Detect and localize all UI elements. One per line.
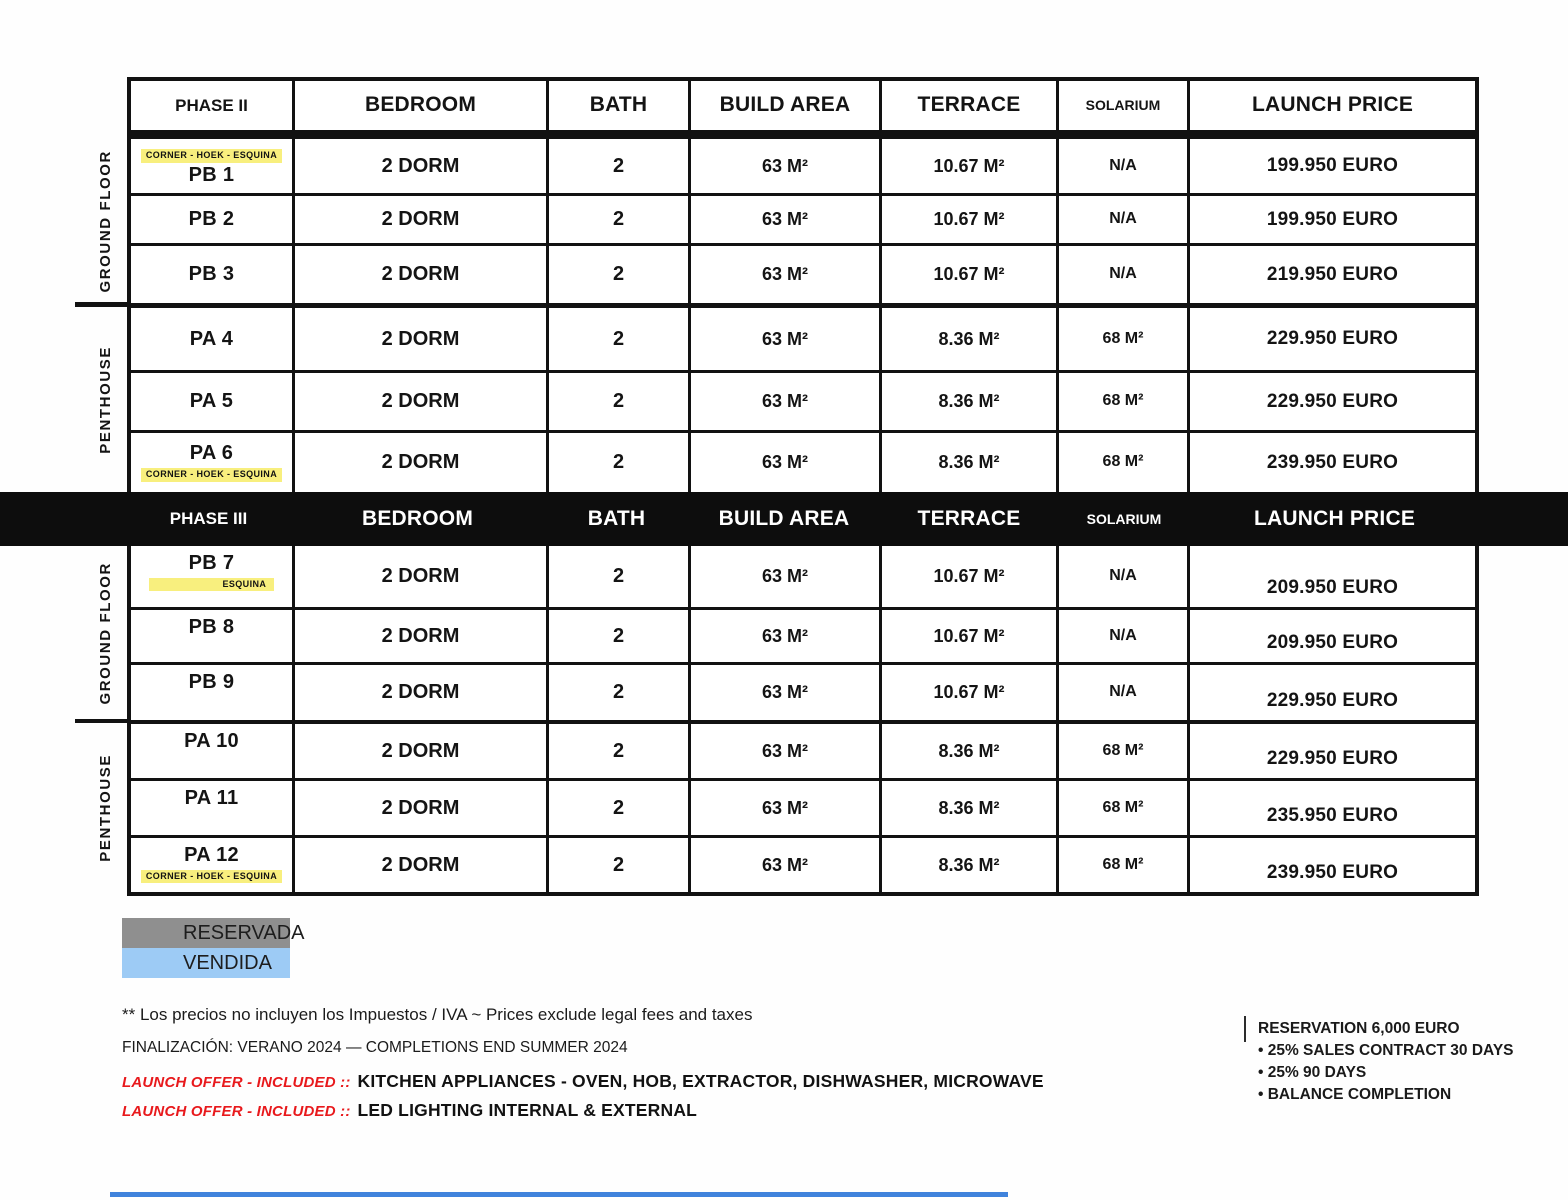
phase3-header-row [127, 492, 1479, 546]
build-value: 63 M² [688, 781, 879, 835]
terrace-value: 10.67 M² [879, 546, 1056, 607]
phase2-header-price: LAUNCH PRICE [1187, 81, 1475, 130]
bottom-blue-line [110, 1192, 1008, 1197]
solarium-value: N/A [1056, 546, 1187, 607]
corner-tag: CORNER - HOEK - ESQUINA [141, 468, 282, 481]
solarium-value: 68 M² [1056, 838, 1187, 892]
bedroom-value: 2 DORM [292, 373, 546, 430]
terrace-value: 10.67 M² [879, 610, 1056, 662]
unit-label: PB 3 [188, 263, 235, 285]
solarium-value: 68 M² [1056, 724, 1187, 778]
terrace-value: 10.67 M² [879, 196, 1056, 243]
bedroom-value: 2 DORM [292, 724, 546, 778]
price-value: 235.950 EURO [1187, 781, 1475, 835]
bath-value: 2 [546, 139, 688, 193]
solarium-value: 68 M² [1056, 373, 1187, 430]
table-row-pa10 [131, 724, 1475, 778]
terrace-value: 8.36 M² [879, 433, 1056, 492]
bath-value: 2 [546, 196, 688, 243]
bedroom-value: 2 DORM [292, 546, 546, 607]
solarium-value: 68 M² [1056, 433, 1187, 492]
floor-label-ground-phase2: GROUND FLOOR [96, 149, 114, 293]
table-row-pa11 [131, 778, 1475, 835]
payment-line-balance: • BALANCE COMPLETION [1258, 1086, 1452, 1103]
build-value: 63 M² [688, 665, 879, 720]
unit-label: PA 11 [184, 787, 239, 809]
corner-tag: ESQUINA [149, 578, 275, 591]
phase2-table [127, 77, 1479, 492]
bedroom-value: 2 DORM [292, 838, 546, 892]
solarium-value: 68 M² [1056, 781, 1187, 835]
bedroom-value: 2 DORM [292, 196, 546, 243]
table-row-pb7 [131, 546, 1475, 607]
bedroom-value: 2 DORM [292, 665, 546, 720]
table-row-pb9 [131, 662, 1475, 720]
table-row-pa5 [131, 370, 1475, 430]
table-row-pa4 [131, 308, 1475, 370]
phase3-table [127, 546, 1479, 896]
corner-tag: CORNER - HOEK - ESQUINA [141, 870, 282, 883]
build-value: 63 M² [688, 373, 879, 430]
launch-offer-text: KITCHEN APPLIANCES - OVEN, HOB, EXTRACTOR, DISHWASHER, MICROWAVE [357, 1071, 1044, 1091]
launch-offer-prefix: LAUNCH OFFER - INCLUDED :: [122, 1103, 351, 1120]
price-value: 209.950 EURO [1187, 546, 1475, 607]
tax-disclaimer: ** Los precios no incluyen los Impuestos / IVA ~ Prices exclude legal fees and taxes [122, 1005, 753, 1024]
floor-label-penthouse-phase2: PENTHOUSE [96, 346, 114, 454]
bath-value: 2 [546, 308, 688, 370]
bath-value: 2 [546, 724, 688, 778]
build-value: 63 M² [688, 139, 879, 193]
bath-value: 2 [546, 246, 688, 303]
price-value: 199.950 EURO [1187, 196, 1475, 243]
terrace-value: 8.36 M² [879, 781, 1056, 835]
build-value: 63 M² [688, 433, 879, 492]
phase3-header-phase: PHASE III [169, 509, 248, 529]
launch-offer-lighting [122, 1100, 697, 1121]
bedroom-value: 2 DORM [292, 433, 546, 492]
price-value: 229.950 EURO [1187, 724, 1475, 778]
bath-value: 2 [546, 665, 688, 720]
launch-offer-prefix: LAUNCH OFFER - INCLUDED :: [122, 1074, 351, 1091]
price-value: 239.950 EURO [1187, 838, 1475, 892]
floor-divider-tick [75, 302, 128, 307]
phase3-header-terrace: TERRACE [917, 506, 1021, 530]
unit-label: PA 12 [184, 844, 239, 866]
build-value: 63 M² [688, 610, 879, 662]
solarium-value: N/A [1056, 196, 1187, 243]
unit-label: PA 4 [189, 327, 234, 350]
terrace-value: 8.36 M² [879, 373, 1056, 430]
table-row-pb2 [131, 193, 1475, 243]
phase2-header-row [131, 81, 1475, 130]
table-row-pb1 [131, 139, 1475, 193]
price-value: 209.950 EURO [1187, 610, 1475, 662]
unit-label: PB 7 [188, 552, 235, 574]
build-value: 63 M² [688, 546, 879, 607]
solarium-value: N/A [1056, 246, 1187, 303]
bath-value: 2 [546, 781, 688, 835]
header-divider-bar [131, 130, 1475, 139]
table-row-pb3 [131, 243, 1475, 303]
phase2-header-bedroom: BEDROOM [292, 81, 546, 130]
price-value: 239.950 EURO [1187, 433, 1475, 492]
price-value: 199.950 EURO [1187, 139, 1475, 193]
phase2-header-bath: BATH [546, 81, 688, 130]
bedroom-value: 2 DORM [292, 610, 546, 662]
phase3-header-solarium: SOLARIUM [1086, 510, 1162, 527]
table-row-pa6 [131, 430, 1475, 492]
build-value: 63 M² [688, 246, 879, 303]
bath-value: 2 [546, 433, 688, 492]
table-row-pa12 [131, 835, 1475, 892]
sold-legend-label: VENDIDA [183, 951, 272, 974]
phase3-header-band [0, 492, 1568, 546]
floor-label-ground-phase3: GROUND FLOOR [96, 561, 114, 705]
table-row-pb8 [131, 607, 1475, 662]
terrace-value: 8.36 M² [879, 838, 1056, 892]
floor-label-penthouse-phase3: PENTHOUSE [96, 754, 114, 862]
price-value: 229.950 EURO [1187, 373, 1475, 430]
phase2-header-terrace: TERRACE [879, 81, 1056, 130]
bedroom-value: 2 DORM [292, 781, 546, 835]
solarium-value: 68 M² [1056, 308, 1187, 370]
payment-block-edge-mark [1244, 1016, 1246, 1042]
bath-value: 2 [546, 546, 688, 607]
reserved-legend-label: RESERVADA [183, 921, 305, 944]
bath-value: 2 [546, 838, 688, 892]
phase3-header-build: BUILD AREA [718, 506, 850, 530]
unit-label: PA 10 [184, 730, 239, 752]
build-value: 63 M² [688, 196, 879, 243]
unit-label: PB 1 [188, 163, 235, 186]
bedroom-value: 2 DORM [292, 246, 546, 303]
phase2-header-phase: PHASE II [175, 95, 248, 115]
price-value: 219.950 EURO [1187, 246, 1475, 303]
payment-line-reservation: RESERVATION 6,000 EURO [1258, 1020, 1460, 1037]
completion-note: FINALIZACIÓN: VERANO 2024 — COMPLETIONS END SUMMER 2024 [122, 1039, 628, 1056]
unit-label: PA 6 [189, 442, 234, 465]
phase3-header-bedroom: BEDROOM [361, 506, 474, 530]
corner-tag: CORNER - HOEK - ESQUINA [141, 149, 282, 162]
phase2-header-solarium: SOLARIUM [1056, 81, 1187, 130]
terrace-value: 8.36 M² [879, 308, 1056, 370]
price-value: 229.950 EURO [1187, 665, 1475, 720]
unit-label: PB 9 [188, 671, 235, 693]
terrace-value: 8.36 M² [879, 724, 1056, 778]
launch-offer-text: LED LIGHTING INTERNAL & EXTERNAL [357, 1100, 698, 1120]
bedroom-value: 2 DORM [292, 139, 546, 193]
phase3-header-bath: BATH [587, 506, 646, 530]
payment-line-90days: • 25% 90 DAYS [1258, 1064, 1367, 1081]
phase2-header-build: BUILD AREA [688, 81, 879, 130]
build-value: 63 M² [688, 724, 879, 778]
terrace-value: 10.67 M² [879, 139, 1056, 193]
bedroom-value: 2 DORM [292, 308, 546, 370]
build-value: 63 M² [688, 308, 879, 370]
solarium-value: N/A [1056, 665, 1187, 720]
solarium-value: N/A [1056, 610, 1187, 662]
price-value: 229.950 EURO [1187, 308, 1475, 370]
unit-label: PB 8 [188, 616, 235, 638]
bath-value: 2 [546, 610, 688, 662]
payment-terms [1258, 1018, 1514, 1106]
unit-label: PA 5 [189, 390, 234, 412]
payment-line-contract: • 25% SALES CONTRACT 30 DAYS [1258, 1042, 1514, 1059]
launch-offer-kitchen [122, 1071, 1044, 1092]
build-value: 63 M² [688, 838, 879, 892]
phase3-header-price: LAUNCH PRICE [1253, 506, 1416, 530]
terrace-value: 10.67 M² [879, 665, 1056, 720]
terrace-value: 10.67 M² [879, 246, 1056, 303]
unit-label: PB 2 [188, 208, 235, 230]
bath-value: 2 [546, 373, 688, 430]
floor-divider-tick [75, 719, 128, 723]
solarium-value: N/A [1056, 139, 1187, 193]
